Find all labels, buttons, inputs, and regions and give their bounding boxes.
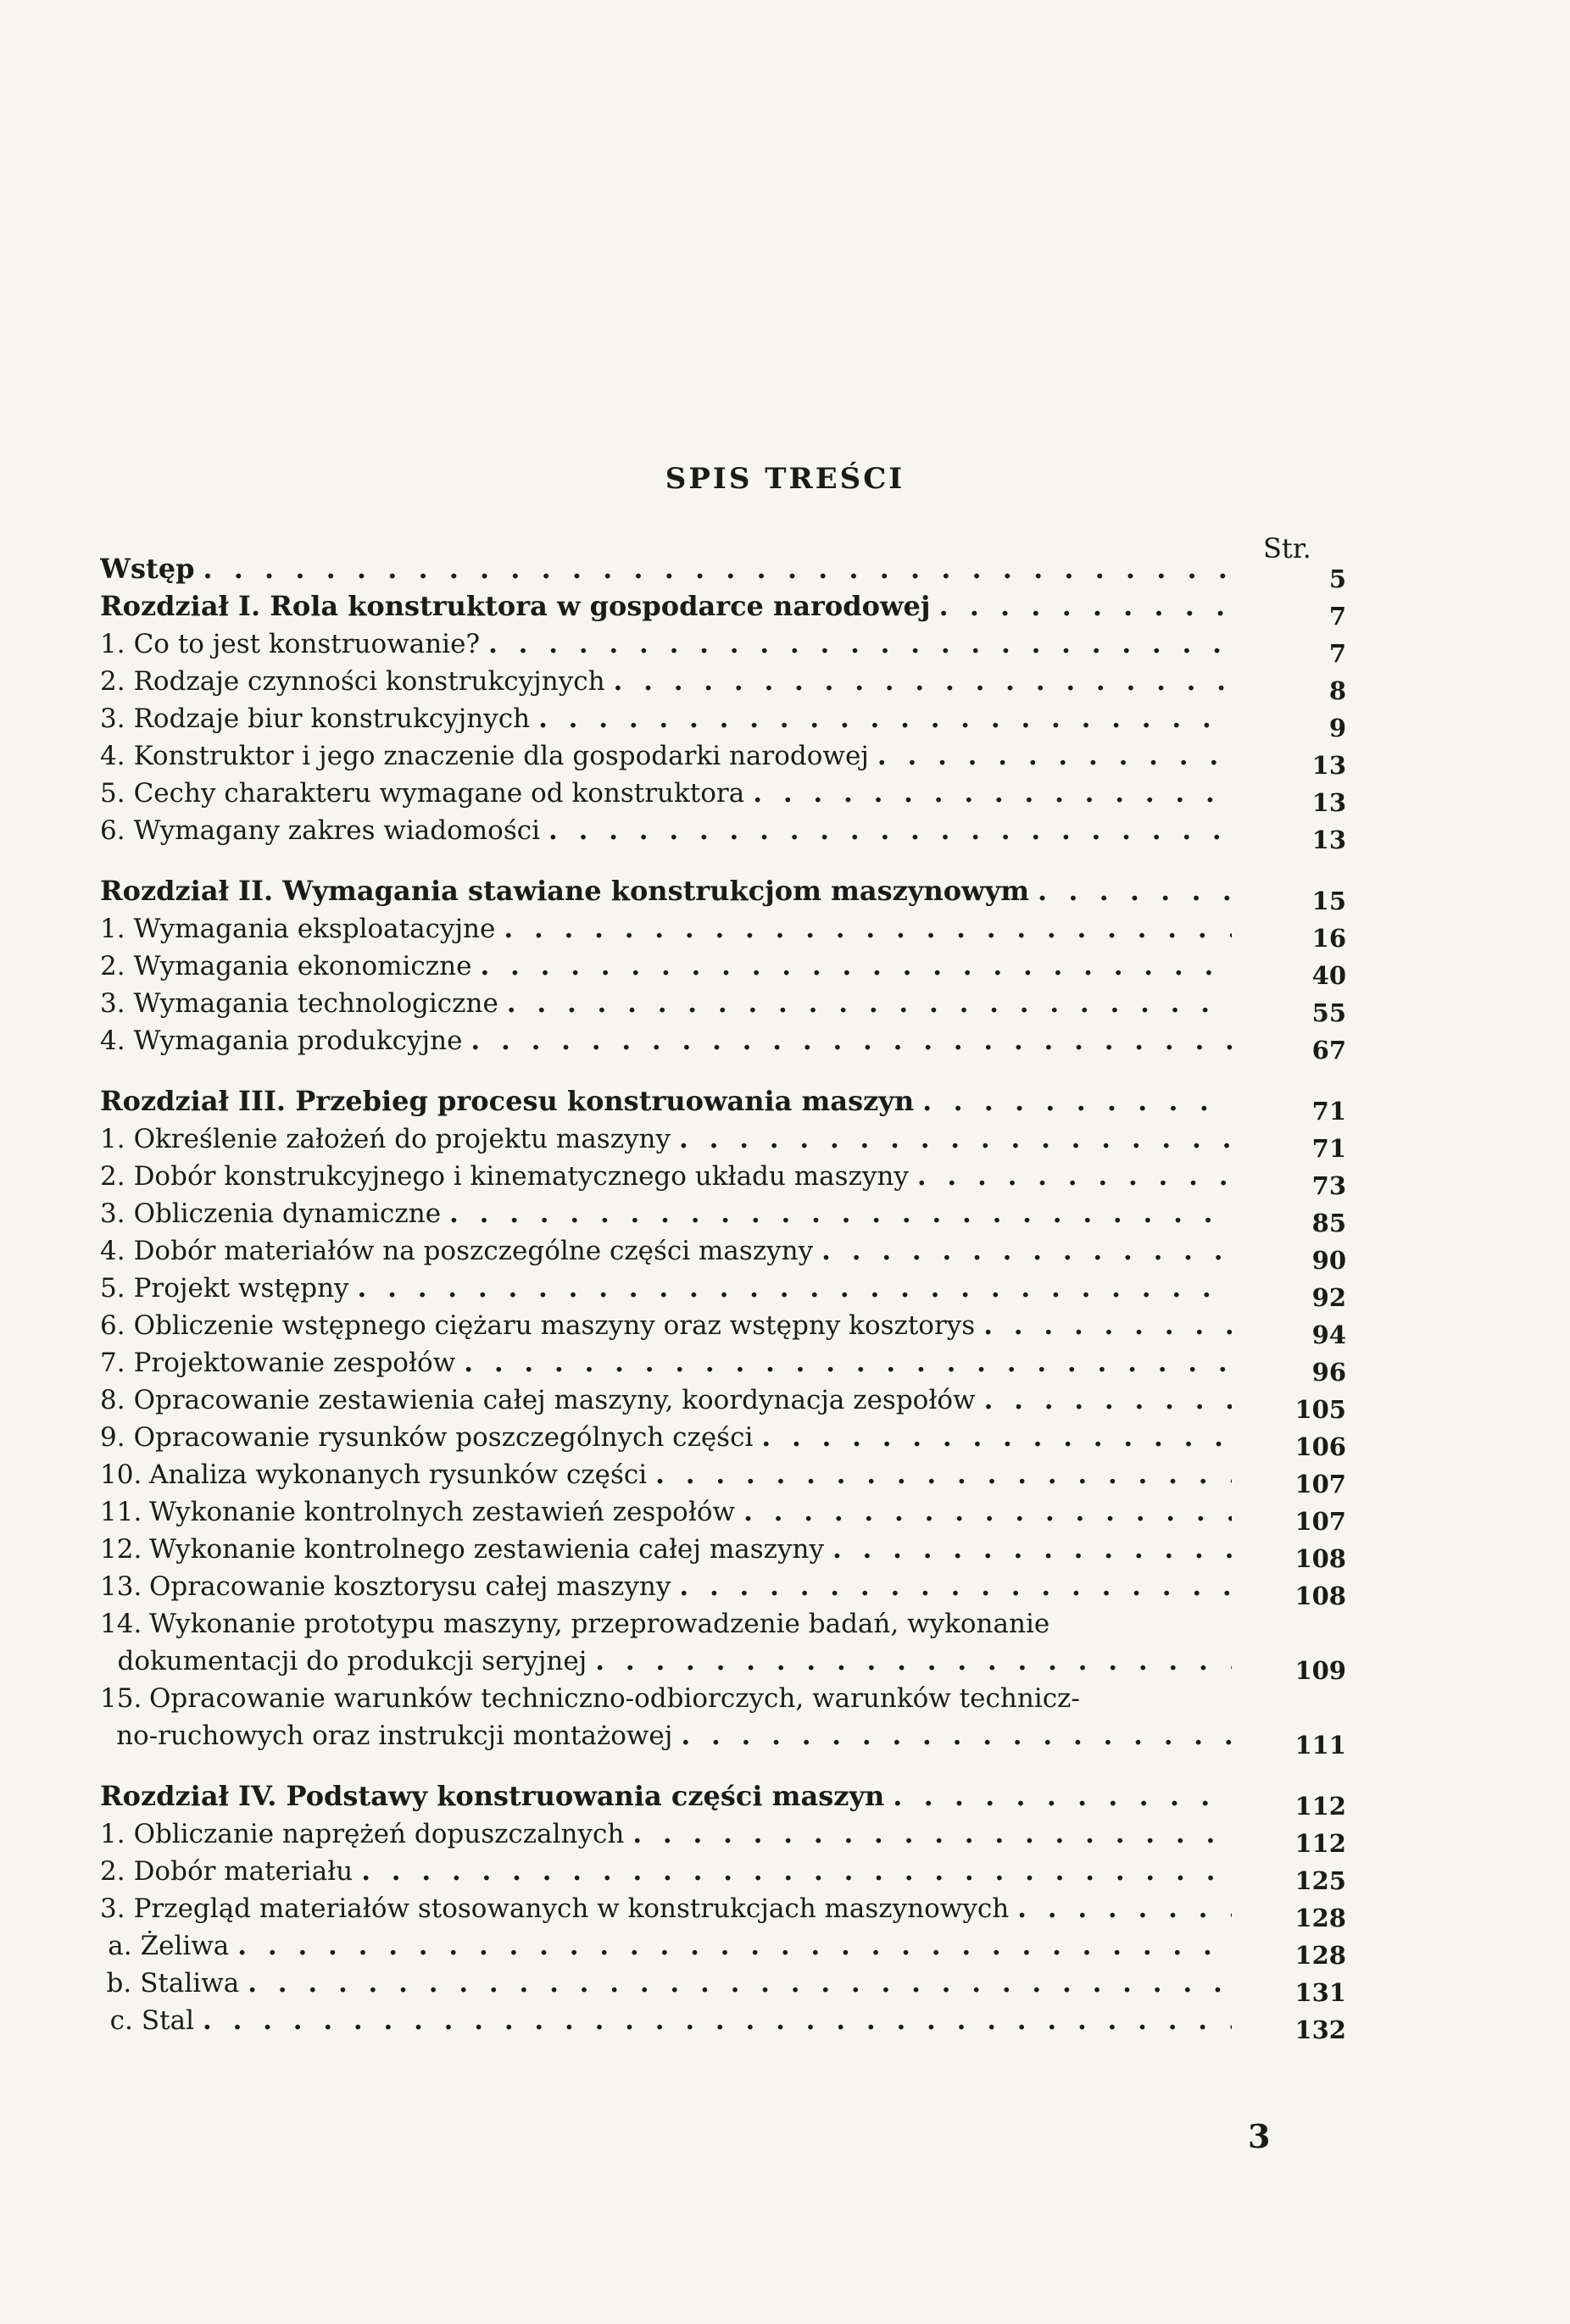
leader-dots bbox=[743, 1497, 1232, 1527]
toc-entry-number: 14. bbox=[100, 1609, 142, 1639]
toc-entry-label: Obliczanie naprężeń dopuszczalnych bbox=[133, 1819, 625, 1849]
leader-dots bbox=[470, 1026, 1232, 1056]
toc-entry-label: Dobór materiałów na poszczególne części maszyny bbox=[133, 1236, 814, 1266]
leader-dots bbox=[632, 1819, 1232, 1849]
toc-entry-number: 4. bbox=[100, 1236, 125, 1266]
toc-entry-label: Obliczenie wstępnego ciężaru maszyny oraz wstępny kosztorys bbox=[133, 1310, 976, 1341]
toc-entry-label: Określenie założeń do projektu maszyny bbox=[133, 1124, 671, 1154]
toc-entry-label-cont: no-ruchowych oraz instrukcji montażowej bbox=[116, 1721, 673, 1751]
toc-entry-number: 5. bbox=[100, 778, 125, 809]
toc-chapter-1[interactable] bbox=[100, 588, 1346, 631]
toc-entry-label: Rozdział II. Wymagania stawiane konstrukcjom maszynowym bbox=[100, 875, 1030, 907]
toc-entry-label: Wymagany zakres wiadomości bbox=[133, 815, 541, 846]
toc-entry-page: 112 bbox=[1294, 1829, 1346, 1858]
toc-entry-label: Rodzaje biur konstrukcyjnych bbox=[133, 703, 531, 734]
leader-dots bbox=[681, 1721, 1232, 1751]
toc-entry-number: 3. bbox=[100, 988, 125, 1019]
toc-entry-label: Projektowanie zespołów bbox=[133, 1348, 456, 1378]
toc-entry[interactable] bbox=[100, 1531, 1346, 1573]
toc-entry-number: 3. bbox=[100, 1893, 125, 1924]
leader-dots bbox=[893, 1780, 1232, 1812]
leader-dots bbox=[248, 1968, 1232, 1999]
toc-entry-page: 85 bbox=[1311, 1209, 1346, 1237]
toc-entry-page: 13 bbox=[1311, 788, 1346, 817]
toc-entry-label: Staliwa bbox=[140, 1968, 240, 1999]
page-title: SPIS TREŚCI bbox=[665, 462, 905, 496]
leader-dots bbox=[983, 1310, 1232, 1341]
leader-dots bbox=[1038, 875, 1232, 907]
toc-entry-page: 112 bbox=[1294, 1792, 1346, 1821]
leader-dots bbox=[507, 988, 1232, 1019]
leader-dots bbox=[984, 1385, 1232, 1415]
toc-entry-number: 2. bbox=[100, 1161, 125, 1192]
toc-entry-page: 55 bbox=[1311, 998, 1346, 1027]
toc-entry-page: 9 bbox=[1328, 714, 1346, 742]
leader-dots bbox=[938, 590, 1232, 622]
toc-entry-number: 12. bbox=[100, 1534, 142, 1565]
toc-entry[interactable] bbox=[100, 1158, 1346, 1200]
toc-entry-page: 107 bbox=[1294, 1470, 1346, 1498]
toc-entry-number: 5. bbox=[100, 1273, 125, 1304]
toc-entry-label: Analiza wykonanych rysunków części bbox=[149, 1459, 648, 1490]
toc-entry[interactable] bbox=[100, 1815, 1346, 1858]
toc-entry-number: 4. bbox=[100, 1026, 125, 1056]
page-column-label: Str. bbox=[1263, 532, 1311, 564]
toc-entry-page: 92 bbox=[1311, 1283, 1346, 1312]
toc-entry-label: Wymagania technologiczne bbox=[133, 988, 498, 1019]
toc-entry-number: 6. bbox=[100, 1310, 125, 1341]
leader-dots bbox=[877, 741, 1232, 771]
toc-entry[interactable] bbox=[100, 1419, 1346, 1461]
toc-entry-label: Wstęp bbox=[100, 553, 195, 585]
toc-entry-label-cont: dokumentacji do produkcji seryjnej bbox=[117, 1646, 587, 1676]
toc-chapter-4[interactable] bbox=[100, 1778, 1346, 1821]
leader-dots bbox=[488, 629, 1232, 659]
toc-entry-number: 1. bbox=[100, 629, 125, 659]
toc-entry-number: 6. bbox=[100, 815, 125, 846]
toc-entry[interactable] bbox=[100, 625, 1346, 668]
toc-entry[interactable] bbox=[100, 1344, 1346, 1387]
toc-entry-number: a. bbox=[108, 1931, 132, 1961]
toc-entry-number: b. bbox=[106, 1968, 132, 1999]
toc-entry-label: Rozdział IV. Podstawy konstruowania części maszyn bbox=[100, 1780, 885, 1812]
toc-entry-page: 5 bbox=[1328, 564, 1346, 593]
toc-entry-number: 11. bbox=[100, 1497, 142, 1527]
toc-entry-page: 125 bbox=[1294, 1866, 1346, 1895]
leader-dots bbox=[832, 1534, 1232, 1565]
toc-entry-number: 1. bbox=[100, 1124, 125, 1154]
leader-dots bbox=[679, 1124, 1232, 1154]
toc-entry-page: 131 bbox=[1294, 1978, 1346, 2007]
toc-entry-page: 15 bbox=[1311, 887, 1346, 915]
toc-entry-page: 67 bbox=[1311, 1036, 1346, 1065]
toc-entry[interactable] bbox=[100, 700, 1346, 742]
toc-entry-page: 7 bbox=[1328, 602, 1346, 631]
toc-entry-page: 13 bbox=[1311, 751, 1346, 780]
toc-entry[interactable] bbox=[100, 1382, 1346, 1424]
toc-entry-page: 108 bbox=[1294, 1582, 1346, 1610]
table-of-contents bbox=[100, 551, 1346, 2044]
toc-entry-label: Cechy charakteru wymagane od konstruktora bbox=[133, 778, 745, 809]
toc-entry[interactable] bbox=[100, 1890, 1346, 1932]
toc-entry-line2[interactable] bbox=[100, 1717, 1346, 1760]
spacer bbox=[100, 1754, 1346, 1778]
leader-dots bbox=[203, 553, 1232, 585]
toc-entry-page: 8 bbox=[1328, 676, 1346, 705]
toc-entry-label: Wymagania eksploatacyjne bbox=[133, 914, 496, 944]
toc-entry-page: 16 bbox=[1311, 924, 1346, 953]
toc-entry-page: 73 bbox=[1311, 1171, 1346, 1200]
leader-dots bbox=[922, 1085, 1232, 1117]
toc-entry-page: 90 bbox=[1311, 1246, 1346, 1275]
toc-entry-label: Wykonanie kontrolnych zestawień zespołów bbox=[149, 1497, 736, 1527]
toc-entry-number: 7. bbox=[100, 1348, 125, 1378]
toc-entry-number: c. bbox=[109, 2005, 133, 2036]
toc-entry[interactable] bbox=[100, 1195, 1346, 1237]
toc-entry-label: Obliczenia dynamiczne bbox=[133, 1198, 442, 1229]
toc-entry-label: Opracowanie warunków techniczno-odbiorczych, warunków technicz- bbox=[149, 1683, 1080, 1714]
leader-dots bbox=[655, 1459, 1232, 1490]
spacer bbox=[100, 1059, 1346, 1083]
toc-entry-label: Rodzaje czynności konstrukcyjnych bbox=[133, 666, 605, 697]
toc-entry-page: 109 bbox=[1294, 1656, 1346, 1685]
toc-entry-page: 132 bbox=[1294, 2015, 1346, 2044]
toc-entry-number: 15. bbox=[100, 1683, 142, 1714]
toc-entry-label: Żeliwa bbox=[140, 1931, 230, 1961]
leader-dots bbox=[504, 914, 1232, 944]
toc-chapter-2[interactable] bbox=[100, 873, 1346, 915]
page-number: 3 bbox=[1248, 2117, 1271, 2155]
toc-entry[interactable] bbox=[100, 948, 1346, 990]
toc-entry-label: Co to jest konstruowanie? bbox=[133, 629, 481, 659]
toc-entry-label: Wykonanie prototypu maszyny, przeprowadzenie badań, wykonanie bbox=[149, 1609, 1050, 1639]
toc-entry-page: 105 bbox=[1294, 1395, 1346, 1424]
toc-entry-label: Opracowanie zestawienia całej maszyny, koordynacja zespołów bbox=[133, 1385, 976, 1415]
leader-dots bbox=[753, 778, 1232, 809]
toc-entry-page: 40 bbox=[1311, 961, 1346, 990]
toc-entry[interactable] bbox=[100, 985, 1346, 1027]
toc-subentry[interactable] bbox=[100, 2002, 1346, 2044]
toc-entry[interactable] bbox=[100, 910, 1346, 953]
toc-entry-label: Wymagania ekonomiczne bbox=[133, 951, 472, 981]
leader-dots bbox=[358, 1273, 1232, 1304]
toc-entry-page: 96 bbox=[1311, 1358, 1346, 1387]
toc-entry-page: 111 bbox=[1294, 1731, 1346, 1760]
toc-entry[interactable] bbox=[100, 737, 1346, 780]
toc-entry-page: 108 bbox=[1294, 1544, 1346, 1573]
leader-dots bbox=[1017, 1893, 1232, 1924]
toc-entry[interactable] bbox=[100, 1568, 1346, 1610]
toc-entry-label: Stal bbox=[141, 2005, 194, 2036]
toc-entry-page: 106 bbox=[1294, 1432, 1346, 1461]
toc-entry-page: 71 bbox=[1311, 1097, 1346, 1126]
leader-dots bbox=[538, 703, 1232, 734]
leader-dots bbox=[449, 1198, 1232, 1229]
toc-entry-label: Opracowanie rysunków poszczególnych części bbox=[133, 1422, 754, 1453]
toc-entry-number: 13. bbox=[100, 1571, 142, 1602]
toc-entry-number: 2. bbox=[100, 666, 125, 697]
toc-entry-label: Dobór konstrukcyjnego i kinematycznego układu maszyny bbox=[133, 1161, 909, 1192]
toc-entry[interactable] bbox=[100, 1493, 1346, 1536]
toc-entry-label: Konstruktor i jego znaczenie dla gospodarki narodowej bbox=[133, 741, 869, 771]
leader-dots bbox=[237, 1931, 1232, 1961]
leader-dots bbox=[548, 815, 1232, 846]
leader-dots bbox=[464, 1348, 1232, 1378]
toc-entry-intro[interactable] bbox=[100, 551, 1346, 593]
toc-entry-number: 9. bbox=[100, 1422, 125, 1453]
toc-entry[interactable] bbox=[100, 1232, 1346, 1275]
toc-entry-line1[interactable] bbox=[100, 1605, 1346, 1643]
toc-entry[interactable] bbox=[100, 1022, 1346, 1065]
toc-entry-page: 94 bbox=[1311, 1320, 1346, 1349]
leader-dots bbox=[917, 1161, 1232, 1192]
toc-subentry[interactable] bbox=[100, 1965, 1346, 2007]
toc-entry-label: Rozdział I. Rola konstruktora w gospodarce narodowej bbox=[100, 590, 931, 622]
toc-entry-page: 107 bbox=[1294, 1507, 1346, 1536]
toc-entry-label: Wymagania produkcyjne bbox=[133, 1026, 463, 1056]
toc-entry-label: Wykonanie kontrolnego zestawienia całej maszyny bbox=[149, 1534, 824, 1565]
toc-entry[interactable] bbox=[100, 663, 1346, 705]
toc-entry[interactable] bbox=[100, 1120, 1346, 1163]
toc-entry-number: 4. bbox=[100, 741, 125, 771]
leader-dots bbox=[679, 1571, 1232, 1602]
toc-entry-number: 2. bbox=[100, 951, 125, 981]
toc-entry[interactable] bbox=[100, 1456, 1346, 1498]
toc-entry[interactable] bbox=[100, 812, 1346, 854]
toc-entry-number: 8. bbox=[100, 1385, 125, 1415]
spacer bbox=[100, 849, 1346, 873]
toc-chapter-3[interactable] bbox=[100, 1083, 1346, 1126]
toc-entry-label: Dobór materiału bbox=[133, 1856, 354, 1887]
toc-entry-line1[interactable] bbox=[100, 1680, 1346, 1717]
toc-entry-number: 1. bbox=[100, 914, 125, 944]
leader-dots bbox=[821, 1236, 1232, 1266]
toc-entry-page: 13 bbox=[1311, 826, 1346, 854]
leader-dots bbox=[761, 1422, 1232, 1453]
toc-entry-number: 3. bbox=[100, 1198, 125, 1229]
toc-entry-page: 7 bbox=[1328, 639, 1346, 668]
toc-entry-label: Rozdział III. Przebieg procesu konstruowania maszyn bbox=[100, 1085, 915, 1117]
toc-entry-page: 71 bbox=[1311, 1134, 1346, 1163]
leader-dots bbox=[595, 1646, 1232, 1676]
toc-entry-line2[interactable] bbox=[100, 1643, 1346, 1685]
toc-entry-number: 3. bbox=[100, 703, 125, 734]
toc-entry-label: Przegląd materiałów stosowanych w konstrukcjach maszynowych bbox=[133, 1893, 1010, 1924]
toc-entry[interactable] bbox=[100, 1307, 1346, 1349]
leader-dots bbox=[203, 2005, 1232, 2036]
toc-entry-page: 128 bbox=[1294, 1904, 1346, 1932]
toc-entry-label: Projekt wstępny bbox=[133, 1273, 349, 1304]
toc-entry-number: 2. bbox=[100, 1856, 125, 1887]
toc-entry-number: 10. bbox=[100, 1459, 142, 1490]
toc-entry-label: Opracowanie kosztorysu całej maszyny bbox=[149, 1571, 671, 1602]
leader-dots bbox=[361, 1856, 1232, 1887]
toc-entry[interactable] bbox=[100, 1853, 1346, 1895]
leader-dots bbox=[480, 951, 1232, 981]
toc-entry[interactable] bbox=[100, 1270, 1346, 1312]
leader-dots bbox=[614, 666, 1232, 697]
toc-entry-page: 128 bbox=[1294, 1941, 1346, 1970]
toc-entry[interactable] bbox=[100, 775, 1346, 817]
toc-entry-number: 1. bbox=[100, 1819, 125, 1849]
toc-subentry[interactable] bbox=[100, 1927, 1346, 1970]
